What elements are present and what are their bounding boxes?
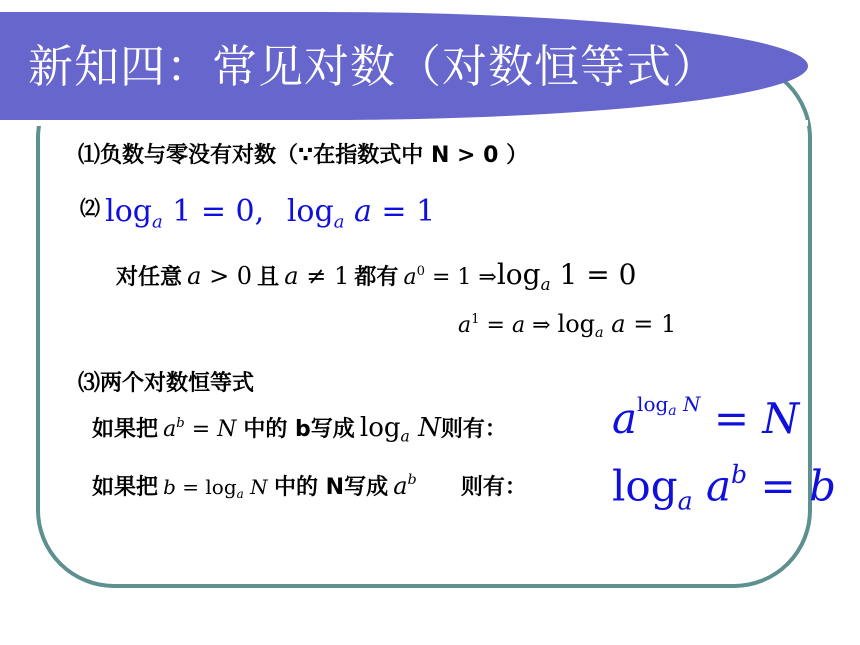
slide-title: 新知四：常见对数（对数恒等式） (28, 40, 719, 93)
log-a-a-formula: $\log_a a = 1$ (286, 194, 436, 233)
identity-1-formula: $a^{log_a N} = N$ (612, 392, 800, 443)
arbitrary-a-row: 对任意 a > 0 且 a ≠ 1 都有 $a^0 = 1$ $\Rightarrow\log_a$ 1 = 0 (116, 258, 637, 294)
item-2-row (80, 192, 435, 232)
a-pow-1-formula: $a^1 = a$ ⇒ $\log_a a = 1$ (458, 310, 677, 342)
identity-2-row: 如果把 $b = \log_a N$ 中的 N写成 $a^b$ 则有： (92, 471, 527, 502)
a-pow-0-formula: $a^0 = 1$ $\Rightarrow\log_a$ 1 = 0 (403, 258, 637, 294)
item-2-number: ⑵ (80, 196, 100, 220)
item-3-text: ⑶两个对数恒等式 (78, 371, 255, 396)
log-a-1-formula: $\log_a 1 = 0$, (105, 194, 265, 233)
identity-1-row: 如果把 $a^b = N$ 中的 b写成 $\log_a N$则有： (92, 413, 507, 446)
item-1-text: ⑴负数与零没有对数（∵在指数式中 N > 0 ） (78, 143, 529, 168)
identity-2-formula: $\log_a a^b = b$ (612, 460, 836, 516)
